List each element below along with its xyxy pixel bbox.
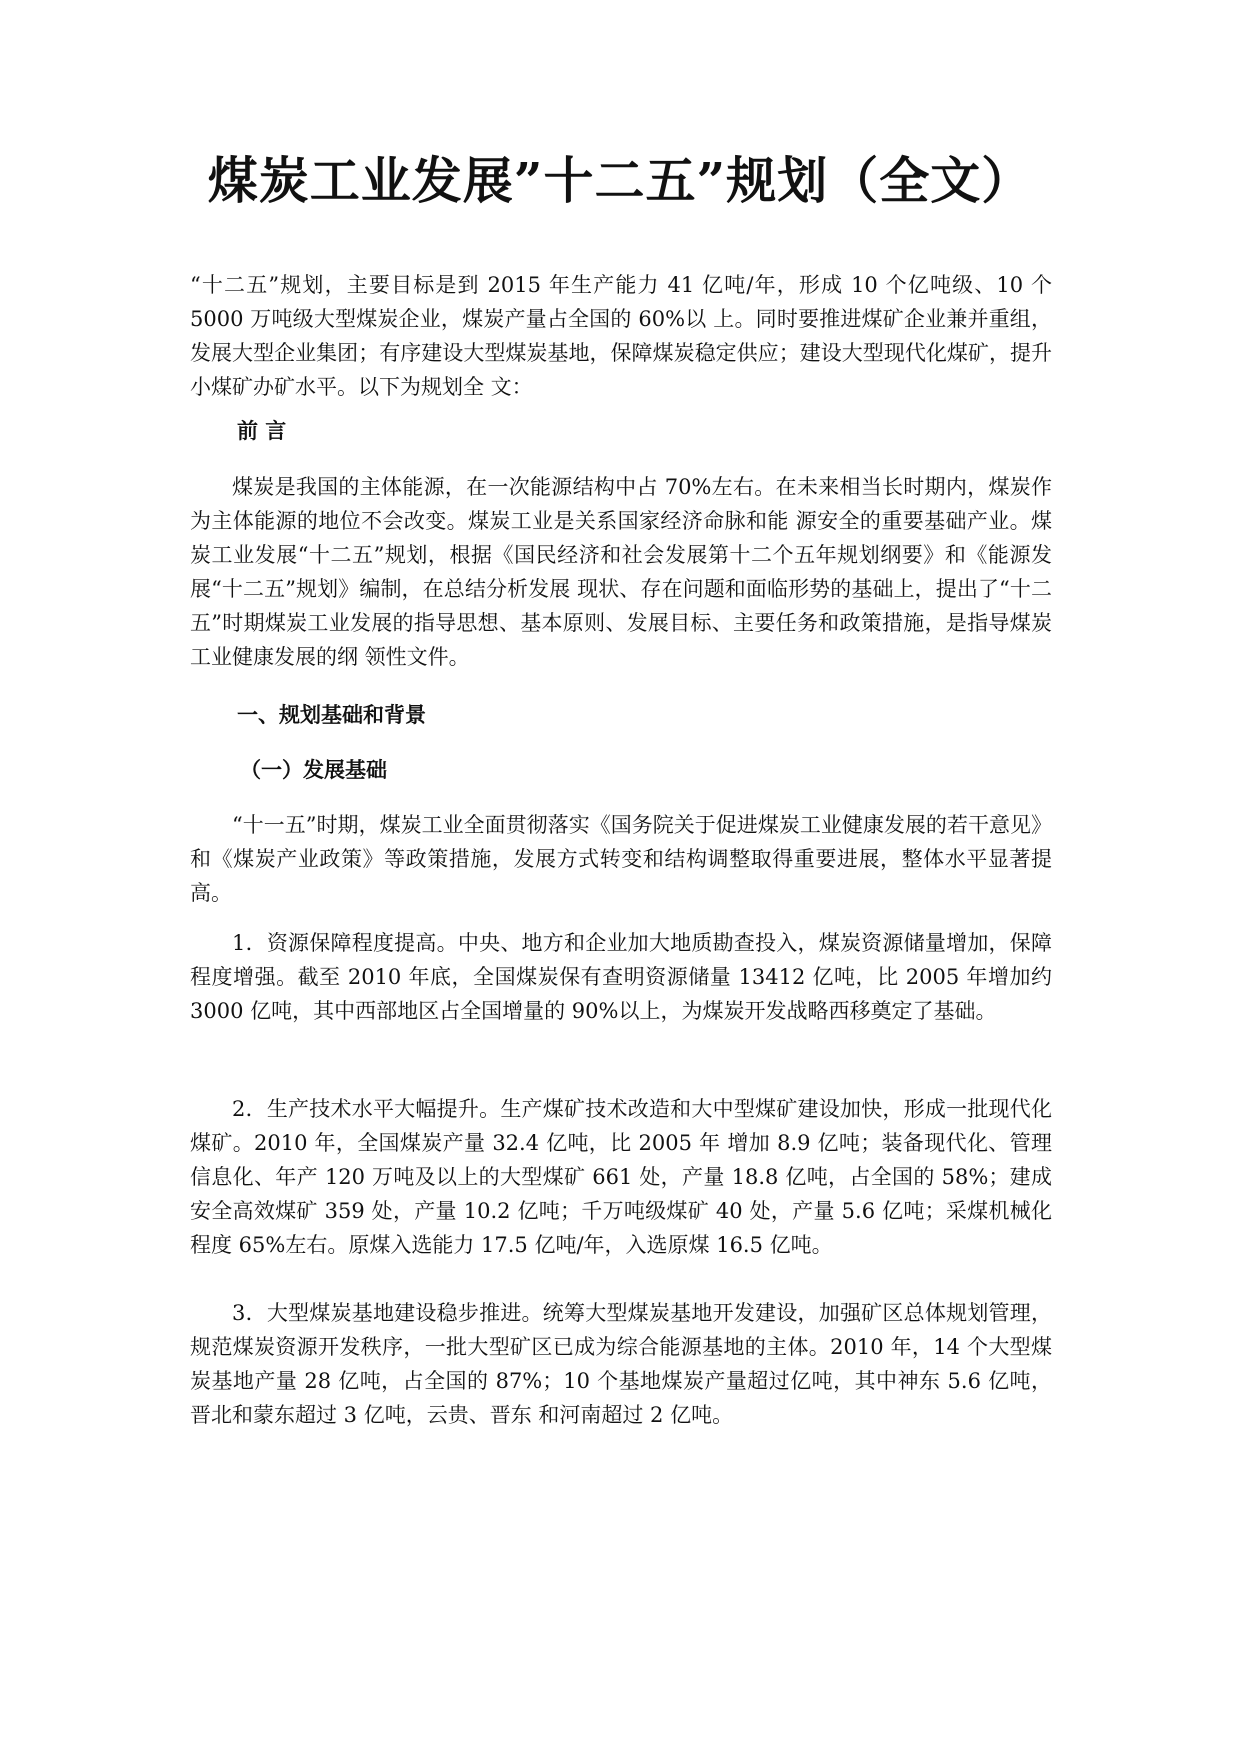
section-heading: 一、规划基础和背景	[237, 702, 426, 727]
preface-paragraph: 煤炭是我国的主体能源，在一次能源结构中占 70%左右。在未来相当长时期内，煤炭作为主体能源的地位不会改变。煤炭工业是关系国家经济命脉和能 源安全的重要基础产业。煤炭工业发展“十二五”规划，根据《国民经济和社会发展第十二个五年规划纲要》和《能源发展“十二五”规划》编制，在总结分析发展 现状、存在问题和面临形势的基础上，提出了“十二五”时期煤炭工业发展的指导思想、基本原则、发展目标、主要任务和政策措施，是指导煤炭工业健康发展的纲 领性文件。	[190, 475, 1052, 669]
subsection-heading: （一）发展基础	[240, 757, 387, 782]
list-item-resources: 1．资源保障程度提高。中央、地方和企业加大地质勘查投入，煤炭资源储量增加，保障程度增强。截至 2010 年底，全国煤炭保有查明资源储量 13412 亿吨，比 2005 年增加约 3000 亿吨，其中西部地区占全国增量的 90%以上，为煤炭开发战略西移奠定了基础。	[190, 931, 1052, 1023]
document-title: 煤炭工业发展”十二五”规划（全文）	[207, 151, 1033, 210]
list-item-coal-bases: 3．大型煤炭基地建设稳步推进。统筹大型煤炭基地开发建设，加强矿区总体规划管理，规范煤炭资源开发秩序，一批大型矿区已成为综合能源基地的主体。2010 年，14 个大型煤炭基地产量 28 亿吨，占全国的 87%；10 个基地煤炭产量超过亿吨，其中神东 5.6 亿吨，晋北和蒙东超过 3 亿吨，云贵、晋东 和河南超过 2 亿吨。	[190, 1301, 1052, 1427]
development-basis-paragraph: “十一五”时期，煤炭工业全面贯彻落实《国务院关于促进煤炭工业健康发展的若干意见》和《煤炭产业政策》等政策措施，发展方式转变和结构调整取得重要进展，整体水平显著提高。	[190, 813, 1052, 905]
list-item-technology: 2．生产技术水平大幅提升。生产煤矿技术改造和大中型煤矿建设加快，形成一批现代化煤矿。2010 年，全国煤炭产量 32.4 亿吨，比 2005 年 增加 8.9 亿吨；装备现代化、管理信息化、年产 120 万吨及以上的大型煤矿 661 处，产量 18.8 亿吨，占全国的 58%；建成安全高效煤矿 359 处，产量 10.2 亿吨；千万吨级煤矿 40 处，产量 5.6 亿吨；采煤机械化程度 65%左右。原煤入选能力 17.5 亿吨/年，入选原煤 16.5 亿吨。	[190, 1097, 1052, 1257]
intro-paragraph: “十二五”规划，主要目标是到 2015 年生产能力 41 亿吨/年，形成 10 个亿吨级、10 个 5000 万吨级大型煤炭企业，煤炭产量占全国的 60%以 上。同时要推进煤矿企业兼并重组，发展大型企业集团；有序建设大型煤炭基地，保障煤炭稳定供应；建设大型现代化煤矿，提升小煤矿办矿水平。以下为规划全 文：	[190, 273, 1052, 399]
preface-heading: 前 言	[237, 418, 287, 443]
